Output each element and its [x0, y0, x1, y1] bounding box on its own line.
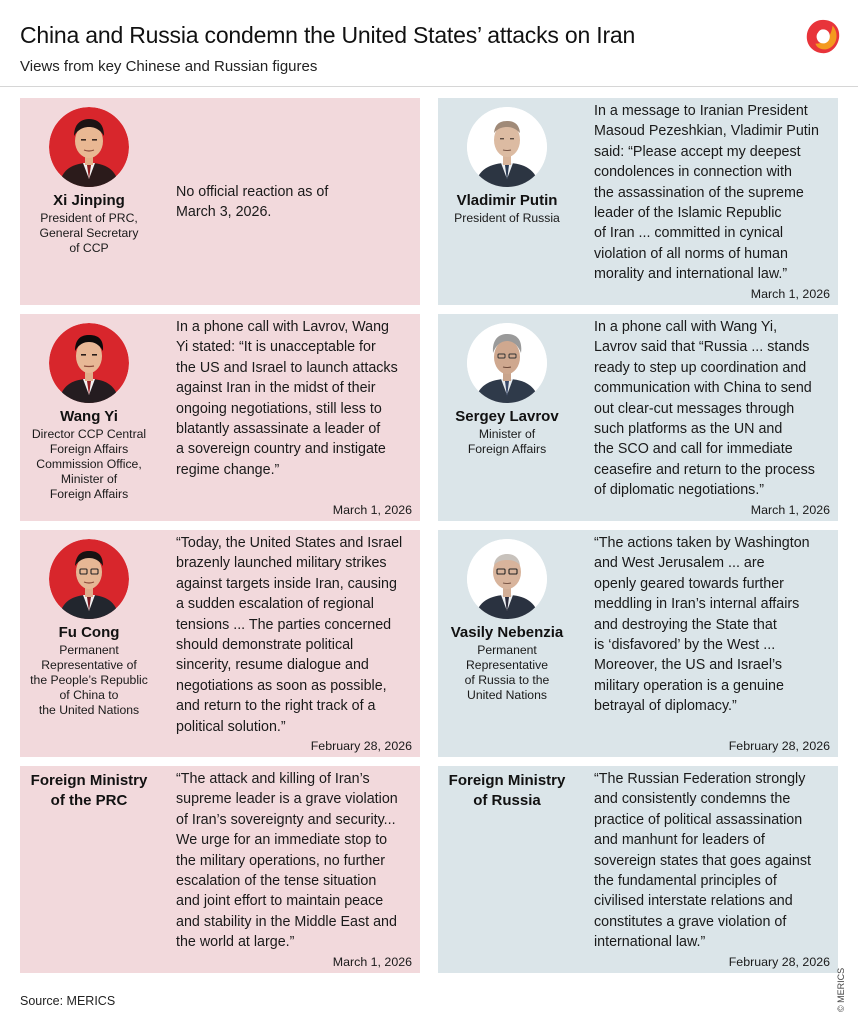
wang-yi-portrait-icon [49, 323, 129, 403]
ministry-name: Foreign Ministry of the PRC [30, 772, 148, 809]
quote-text: “The attack and killing of Iran’s supreme leader is a grave violation of Iran’s sovereignty and security... We urge for an immediate stop to the military operations, no further escalation of the tense situation and joint effort to maintain peace and stability in the Middle East and the world at large.” [176, 771, 398, 951]
fu-cong-identity [24, 624, 154, 718]
sergey-lavrov-portrait-icon [467, 323, 547, 403]
panel-vasily-nebenzia [438, 530, 838, 757]
person-role: President of Russia [454, 211, 560, 225]
quote-date: February 28, 2026 [728, 739, 830, 753]
person-name: Xi Jinping [53, 192, 125, 209]
panel-fu-cong [20, 530, 420, 757]
merics-logo-icon [804, 18, 842, 56]
panel-vladimir-putin [438, 98, 838, 305]
vasily-nebenzia-identity [442, 624, 572, 703]
quote-date: March 1, 2026 [750, 503, 830, 517]
panel-wang-yi [20, 314, 420, 521]
fu-cong-portrait-icon [49, 539, 129, 619]
quote-text: No official reaction as of March 3, 2026. [176, 184, 329, 221]
sergey-lavrov-identity [442, 408, 572, 457]
quote-date: February 28, 2026 [310, 739, 412, 753]
person-name: Vladimir Putin [456, 192, 558, 209]
vladimir-putin-identity [442, 192, 572, 226]
person-role: Minister of Foreign Affairs [467, 427, 547, 456]
vladimir-putin-portrait-icon [467, 107, 547, 187]
panel-foreign-ministry-russia [438, 766, 838, 973]
xi-jinping-identity [24, 192, 154, 256]
vasily-nebenzia-portrait-icon [467, 539, 547, 619]
quote-text: “Today, the United States and Israel brazenly launched military strikes against targets inside Iran, causing a sudden escalation of regional tensions ... The parties concerned should demonstrate political sincerity, resume dialogue and negotiations as soon as possible, and return to the right track of a political solution.” [176, 535, 403, 735]
quote-text: In a phone call with Wang Yi, Lavrov said that “Russia ... stands ready to step up coordination and communication with China to send out clear-cut messages through such platforms as the UN and the SCO and call for immediate ceasefire and return to the process of diplomatic negotiations.” [594, 319, 815, 499]
ministry-name: Foreign Ministry of Russia [448, 772, 566, 809]
panel-foreign-ministry-prc [20, 766, 420, 973]
person-name: Wang Yi [60, 408, 118, 425]
quote-date: March 1, 2026 [750, 287, 830, 301]
panel-xi-jinping [20, 98, 420, 305]
person-role: Permanent Representative of the People’s Republic of China to the United Nations [30, 643, 148, 717]
quote-date: March 1, 2026 [332, 503, 412, 517]
quote-date: February 28, 2026 [728, 955, 830, 969]
xi-jinping-portrait-icon [49, 107, 129, 187]
person-name: Vasily Nebenzia [450, 624, 564, 641]
person-name: Sergey Lavrov [455, 408, 559, 425]
page-title: China and Russia condemn the United States’ attacks on Iran [20, 22, 636, 48]
copyright-note: © MERICS [836, 967, 846, 1012]
person-role: President of PRC, General Secretary of CCP [39, 211, 139, 255]
panel-sergey-lavrov [438, 314, 838, 521]
person-role: Director CCP Central Foreign Affairs Commission Office, Minister of Foreign Affairs [31, 427, 147, 501]
wang-yi-identity [24, 408, 154, 502]
quote-date: March 1, 2026 [332, 955, 412, 969]
quote-text: “The actions taken by Washington and West Jerusalem ... are openly geared towards further meddling in Iran’s internal affairs and destroying the State that is ‘disfavored’ by the West ... Moreover, the US and Israel’s military operation is a genuine betrayal of diplomacy.” [594, 535, 810, 715]
person-name: Fu Cong [58, 624, 120, 641]
source-note: Source: MERICS [20, 994, 116, 1008]
quote-text: In a message to Iranian President Masoud Pezeshkian, Vladimir Putin said: “Please accept my deepest condolences in connection with the assassination of the supreme leader of the Islamic Republic of Iran ... committed in cynical violation of all norms of human morality and international law.” [594, 103, 819, 283]
person-role: Permanent Representative of Russia to the United Nations [464, 643, 550, 702]
page-subtitle: Views from key Chinese and Russian figures [20, 58, 318, 75]
quote-text: In a phone call with Lavrov, Wang Yi stated: “It is unacceptable for the US and Israel to launch attacks against Iran in the midst of their ongoing negotiations, still less to blatantly assassinate a leader of a sovereign country and instigate regime change.” [176, 319, 398, 478]
header-divider [0, 86, 858, 87]
quote-text: “The Russian Federation strongly and consistently condemns the practice of political assassination and manhunt for leaders of sovereign states that goes against the fundamental principles of civilised interstate relations and constitutes a grave violation of international law.” [594, 771, 811, 951]
